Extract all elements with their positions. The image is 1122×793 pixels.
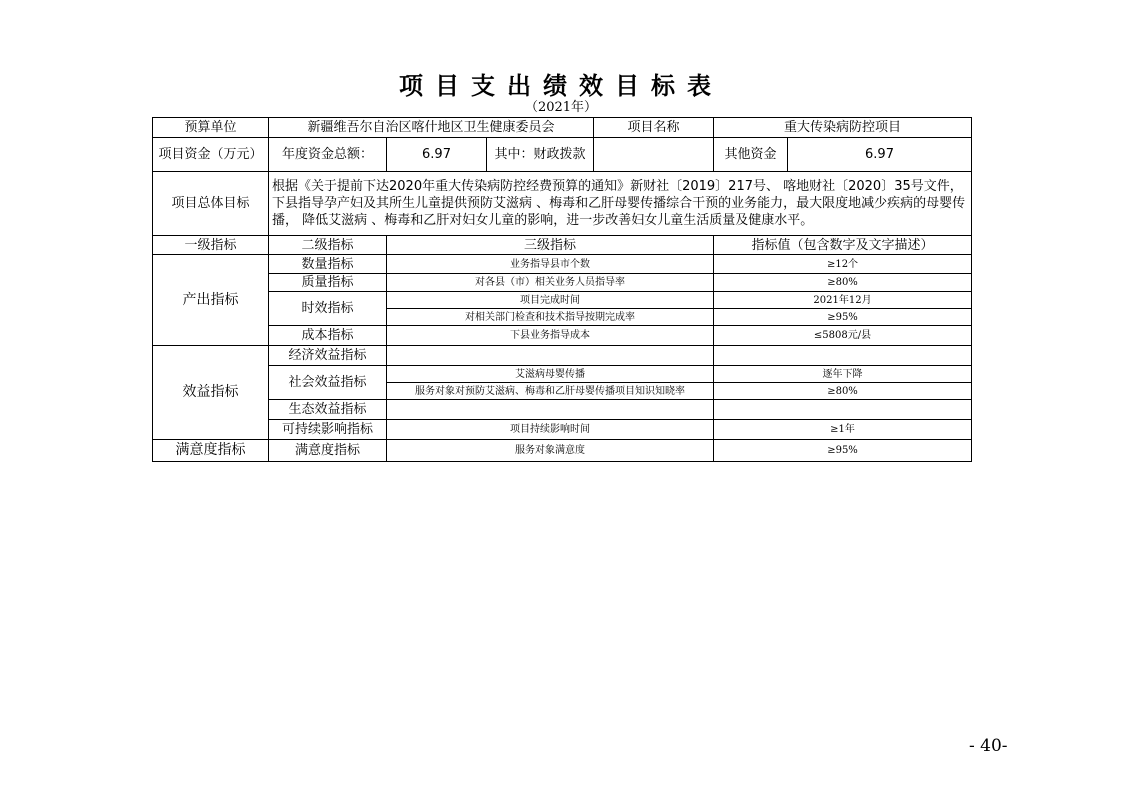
quality-item: 对各县（市）相关业务人员指导率: [387, 274, 714, 292]
row-goal: [153, 172, 972, 236]
quality-value: ≥80%: [714, 274, 972, 292]
row-economic: [153, 346, 972, 366]
economic-label: 经济效益指标: [269, 346, 387, 366]
cost-label: 成本指标: [269, 326, 387, 346]
page-title: 项目支出绩效目标表: [399, 72, 723, 100]
quantity-label: 数量指标: [269, 255, 387, 274]
row-cost: [153, 326, 972, 346]
row-column-headers: [153, 236, 972, 255]
col-level1-header: 一级指标: [153, 236, 269, 255]
satisfaction-value: ≥95%: [714, 440, 972, 462]
timeliness-value-2: ≥95%: [714, 309, 972, 326]
social-item-2: 服务对象对预防艾滋病、梅毒和乙肝母婴传播项目知识知晓率: [387, 383, 714, 400]
goal-text: 根据《关于提前下达2020年重大传染病防控经费预算的通知》新财社〔2019〕217号、 喀地财社〔2020〕35号文件， 下县指导孕产妇及其所生儿童提供预防艾滋病 、梅毒和乙肝母婴传播综合干预的业务能力，最大限度地减少疾病的母婴传播， 降低艾滋病 、梅毒和乙肝对妇女儿童的影响，进一步改善妇女儿童生活质量及健康水平。: [269, 172, 972, 236]
economic-value: [714, 346, 972, 366]
satisfaction-label: 满意度指标: [153, 440, 269, 462]
sustainable-item: 项目持续影响时间: [387, 420, 714, 440]
annual-total-value: 6.97: [387, 138, 487, 172]
benefit-label: 效益指标: [153, 346, 269, 440]
quantity-item: 业务指导县市个数: [387, 255, 714, 274]
satisfaction-item: 服务对象满意度: [387, 440, 714, 462]
year-subtitle: （2021年）: [524, 100, 598, 115]
goal-label: 项目总体目标: [153, 172, 269, 236]
social-value-2: ≥80%: [714, 383, 972, 400]
output-label: 产出指标: [153, 255, 269, 346]
row-funds: [153, 138, 972, 172]
project-name-label: 项目名称: [594, 118, 714, 138]
budget-unit-value: 新疆维吾尔自治区喀什地区卫生健康委员会: [269, 118, 594, 138]
satisfaction-sub-label: 满意度指标: [269, 440, 387, 462]
quantity-value: ≥12个: [714, 255, 972, 274]
ecological-label: 生态效益指标: [269, 400, 387, 420]
ecological-value: [714, 400, 972, 420]
fiscal-label: 其中：财政拨款: [487, 138, 594, 172]
annual-total-label: 年度资金总额：: [269, 138, 387, 172]
col-value-header: 指标值（包含数字及文字描述）: [714, 236, 972, 255]
fiscal-value: [594, 138, 714, 172]
row-quality: [153, 274, 972, 292]
row-timeliness-1: [153, 292, 972, 309]
row-satisfaction: [153, 440, 972, 462]
other-funds-value: 6.97: [788, 138, 972, 172]
row-quantity: [153, 255, 972, 274]
social-value-1: 逐年下降: [714, 366, 972, 383]
col-level2-header: 二级指标: [269, 236, 387, 255]
row-ecological: [153, 400, 972, 420]
sustainable-label: 可持续影响指标: [269, 420, 387, 440]
timeliness-label: 时效指标: [269, 292, 387, 326]
cost-item: 下县业务指导成本: [387, 326, 714, 346]
other-funds-label: 其他资金: [714, 138, 788, 172]
timeliness-item-1: 项目完成时间: [387, 292, 714, 309]
budget-unit-label: 预算单位: [153, 118, 269, 138]
timeliness-item-2: 对相关部门检查和技术指导按期完成率: [387, 309, 714, 326]
timeliness-value-1: 2021年12月: [714, 292, 972, 309]
row-social-1: [153, 366, 972, 383]
ecological-item: [387, 400, 714, 420]
page-number: - 40-: [969, 736, 1008, 756]
economic-item: [387, 346, 714, 366]
social-item-1: 艾滋病母婴传播: [387, 366, 714, 383]
sustainable-value: ≥1年: [714, 420, 972, 440]
row-budget-unit: [153, 118, 972, 138]
quality-label: 质量指标: [269, 274, 387, 292]
performance-table: [152, 117, 972, 462]
funds-label: 项目资金（万元）: [153, 138, 269, 172]
row-sustainable: [153, 420, 972, 440]
project-name-value: 重大传染病防控项目: [714, 118, 972, 138]
social-label: 社会效益指标: [269, 366, 387, 400]
cost-value: ≤5808元/县: [714, 326, 972, 346]
col-level3-header: 三级指标: [387, 236, 714, 255]
